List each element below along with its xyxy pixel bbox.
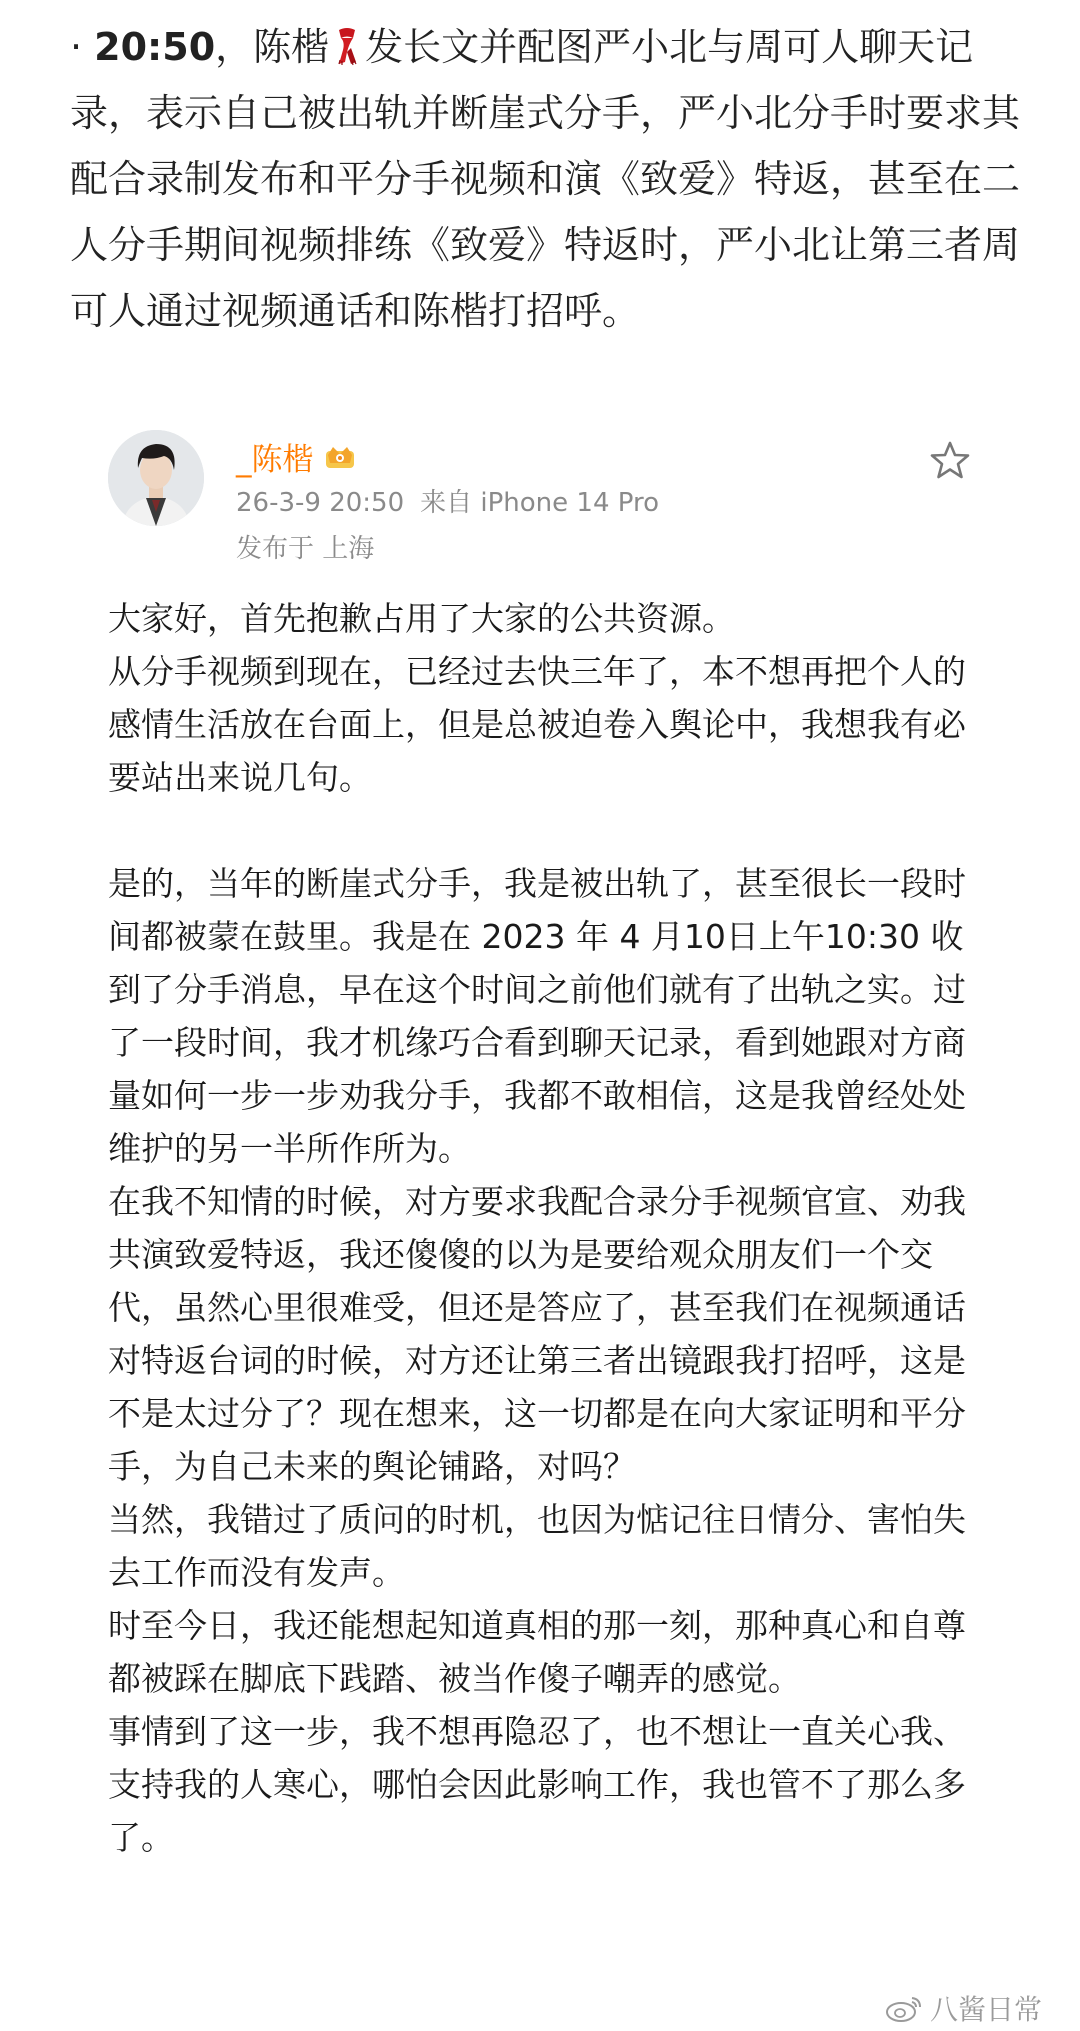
post-body bbox=[108, 592, 968, 1864]
author-row bbox=[236, 434, 358, 478]
red-scarf-icon bbox=[333, 26, 361, 66]
author-name[interactable]: _陈楷 bbox=[236, 441, 314, 478]
post-paragraph: 是的，当年的断崖式分手，我是被出轨了，甚至很长一段时间都被蒙在鼓里。我是在 2023 年 4 月10日上午10:30 收到了分手消息，早在这个时间之前他们就有了出轨之实。过了一段时间，我才机缘巧合看到聊天记录，看到她跟对方商量如何一步一步劝我分手，我都不敢相信，这是我曾经处处维护的另一半所作所为。 bbox=[108, 864, 966, 1168]
post-paragraph: 大家好，首先抱歉占用了大家的公共资源。 bbox=[108, 599, 735, 638]
post-location: 发布于 上海 bbox=[236, 534, 375, 564]
caption-bullet: · bbox=[70, 25, 95, 69]
post-paragraph: 在我不知情的时候，对方要求我配合录分手视频官宣、劝我共演致爱特返，我还傻傻的以为是要给观众朋友们一个交代，虽然心里很难受，但还是答应了，甚至我们在视频通话对特返台词的时候，对方还让第三者出镜跟我打招呼，这是不是太过分了？现在想来，这一切都是在向大家证明和平分手，为自己未来的舆论铺路，对吗？ bbox=[108, 1182, 966, 1486]
star-outline-icon[interactable] bbox=[930, 440, 970, 480]
weibo-post-card bbox=[108, 420, 988, 2031]
watermark-text: 八酱日常 bbox=[930, 1993, 1043, 2026]
post-paragraph: 当然，我错过了质问的时机，也因为惦记往日情分、害怕失去工作而没有发声。 bbox=[108, 1500, 966, 1592]
post-source: 来自 iPhone 14 Pro bbox=[420, 488, 660, 518]
watermark bbox=[884, 1990, 1042, 2026]
vip-crown-icon bbox=[322, 441, 358, 471]
post-paragraph: 事情到了这一步，我不想再隐忍了，也不想让一直关心我、支持我的人寒心，哪怕会因此影响工作，我也管不了那么多了。 bbox=[108, 1712, 966, 1857]
caption-comma: ， bbox=[215, 25, 254, 69]
post-paragraph: 时至今日，我还能想起知道真相的那一刻，那种真心和自尊都被踩在脚底下践踏、被当作傻子嘲弄的感觉。 bbox=[108, 1606, 966, 1698]
weibo-logo-icon bbox=[884, 1993, 924, 2023]
avatar-portrait bbox=[108, 430, 204, 526]
post-date: 26-3-9 20:50 bbox=[236, 488, 405, 518]
post-blank-line bbox=[108, 804, 968, 857]
news-caption bbox=[70, 14, 1030, 344]
caption-text: 发长文并配图严小北与周可人聊天记录，表示自己被出轨并断崖式分手，严小北分手时要求其配合录制发布和平分手视频和演《致爱》特返，甚至在二人分手期间视频排练《致爱》特返时，严小北让第三者周可人通过视频通话和陈楷打招呼。 bbox=[70, 25, 1021, 333]
avatar[interactable] bbox=[108, 430, 204, 526]
post-paragraph: 从分手视频到现在，已经过去快三年了，本不想再把个人的感情生活放在台面上，但是总被迫卷入舆论中，我想我有必要站出来说几句。 bbox=[108, 652, 966, 797]
post-meta bbox=[236, 482, 659, 519]
caption-author: 陈楷 bbox=[253, 25, 330, 69]
caption-time: 20:50 bbox=[94, 25, 216, 69]
